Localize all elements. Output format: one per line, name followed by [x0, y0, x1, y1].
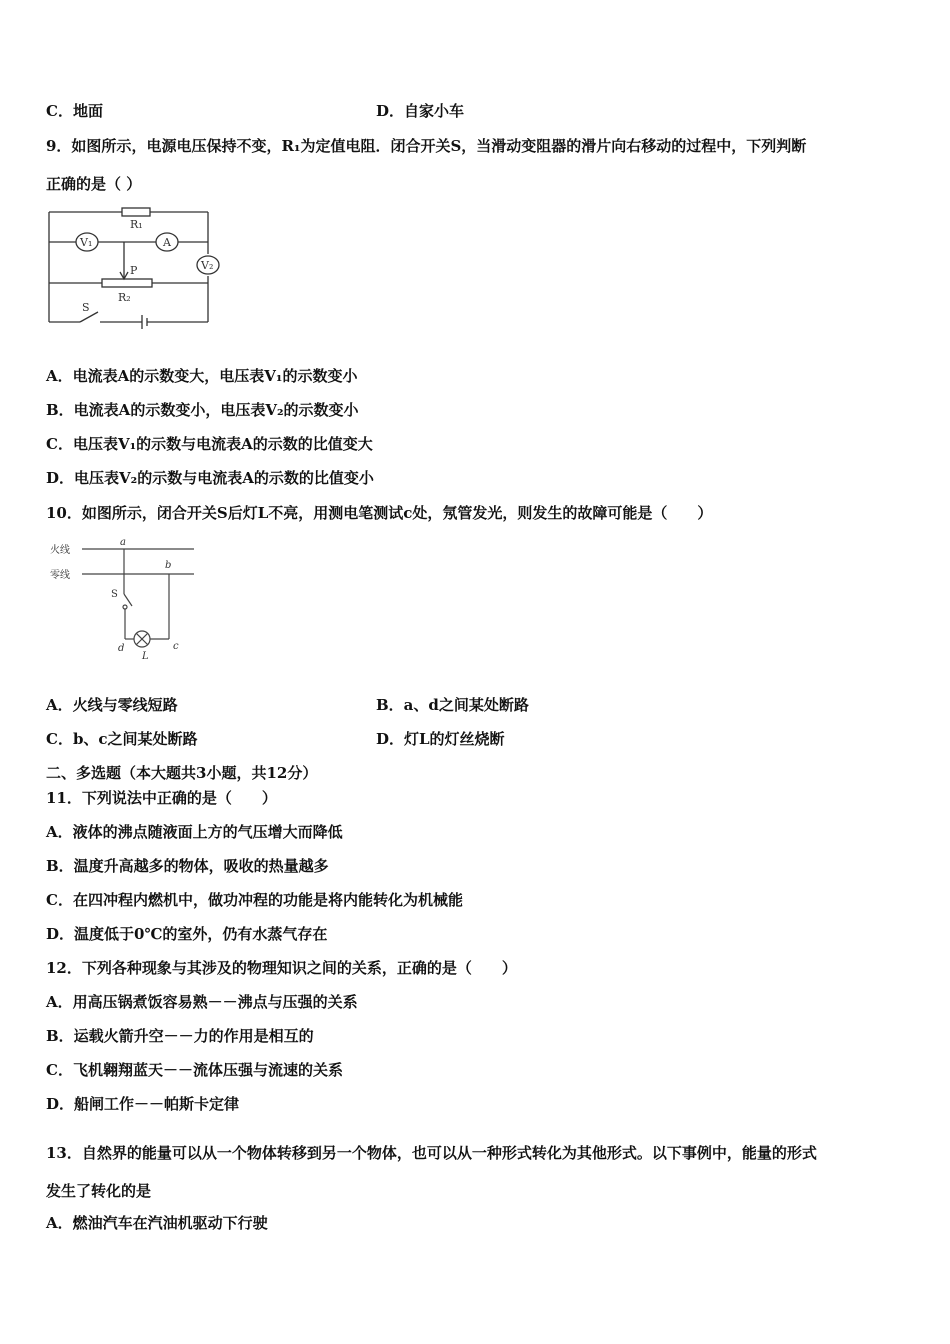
q11-option-d: D．温度低于0℃的室外，仍有水蒸气存在: [46, 925, 328, 943]
q9-fig-s: S: [82, 301, 90, 314]
q10-option-c: C．b、c之间某处断路: [46, 730, 198, 748]
q11-stem: 11．下列说法中正确的是（ ）: [46, 789, 277, 807]
q9-fig-r2: R₂: [118, 291, 131, 304]
q9-fig-a: A: [163, 236, 171, 249]
q9-fig-p: P: [130, 264, 138, 277]
q10-fig-neutral-label: 零线: [50, 570, 70, 581]
section-title: 二、多选题（本大题共3小题，共12分）: [46, 764, 318, 782]
q11-option-a: A．液体的沸点随液面上方的气压增大而降低: [46, 823, 343, 841]
q9-stem-line1: 9．如图所示，电源电压保持不变，R₁为定值电阻．闭合开关S，当滑动变阻器的滑片向右移动的过程中，下列判断: [46, 137, 807, 155]
q10-fig-c: c: [173, 641, 179, 652]
q9-option-d: D．电压表V₂的示数与电流表A的示数的比值变小: [46, 469, 374, 487]
q9-circuit-diagram: [40, 200, 225, 330]
q10-circuit-diagram: [44, 534, 204, 664]
q10-option-a: A．火线与零线短路: [46, 696, 178, 714]
q9-option-a: A．电流表A的示数变大，电压表V₁的示数变小: [46, 367, 358, 385]
q10-option-b: B．a、d之间某处断路: [376, 696, 529, 714]
q9-fig-r1: R₁: [130, 218, 143, 231]
q8-option-c: C．地面: [46, 102, 103, 120]
q9-option-c: C．电压表V₁的示数与电流表A的示数的比值变大: [46, 435, 373, 453]
q12-option-d: D．船闸工作－－帕斯卡定律: [46, 1095, 240, 1113]
q12-option-a: A．用高压锅煮饭容易熟－－沸点与压强的关系: [46, 993, 358, 1011]
q13-stem-line1: 13．自然界的能量可以从一个物体转移到另一个物体，也可以从一种形式转化为其他形式。以下事例中，能量的形式: [46, 1144, 817, 1162]
q10-fig-b: b: [165, 560, 172, 571]
q10-option-d: D．灯L的灯丝烧断: [376, 730, 505, 748]
q10-fig-live-label: 火线: [50, 545, 70, 556]
q10-fig-d: d: [118, 643, 125, 654]
q8-option-d: D．自家小车: [376, 102, 465, 120]
q11-option-b: B．温度升高越多的物体，吸收的热量越多: [46, 857, 329, 875]
q10-fig-l: L: [142, 651, 149, 662]
q9-fig-v2: V₂: [201, 259, 214, 272]
q9-option-b: B．电流表A的示数变小，电压表V₂的示数变小: [46, 401, 359, 419]
q12-stem: 12．下列各种现象与其涉及的物理知识之间的关系，正确的是（ ）: [46, 959, 517, 977]
q9-stem-line2: 正确的是（ ）: [46, 175, 142, 193]
q12-option-c: C．飞机翱翔蓝天－－流体压强与流速的关系: [46, 1061, 343, 1079]
q13-option-a: A．燃油汽车在汽油机驱动下行驶: [46, 1214, 268, 1232]
q10-stem: 10．如图所示，闭合开关S后灯L不亮，用测电笔测试c处，氖管发光，则发生的故障可能是（ ）: [46, 504, 713, 522]
q12-option-b: B．运载火箭升空－－力的作用是相互的: [46, 1027, 314, 1045]
q9-fig-v1: V₁: [80, 236, 93, 249]
q10-fig-s: S: [111, 589, 118, 600]
q11-option-c: C．在四冲程内燃机中，做功冲程的功能是将内能转化为机械能: [46, 891, 463, 909]
q10-fig-a: a: [120, 537, 126, 548]
q13-stem-line2: 发生了转化的是: [46, 1182, 152, 1200]
